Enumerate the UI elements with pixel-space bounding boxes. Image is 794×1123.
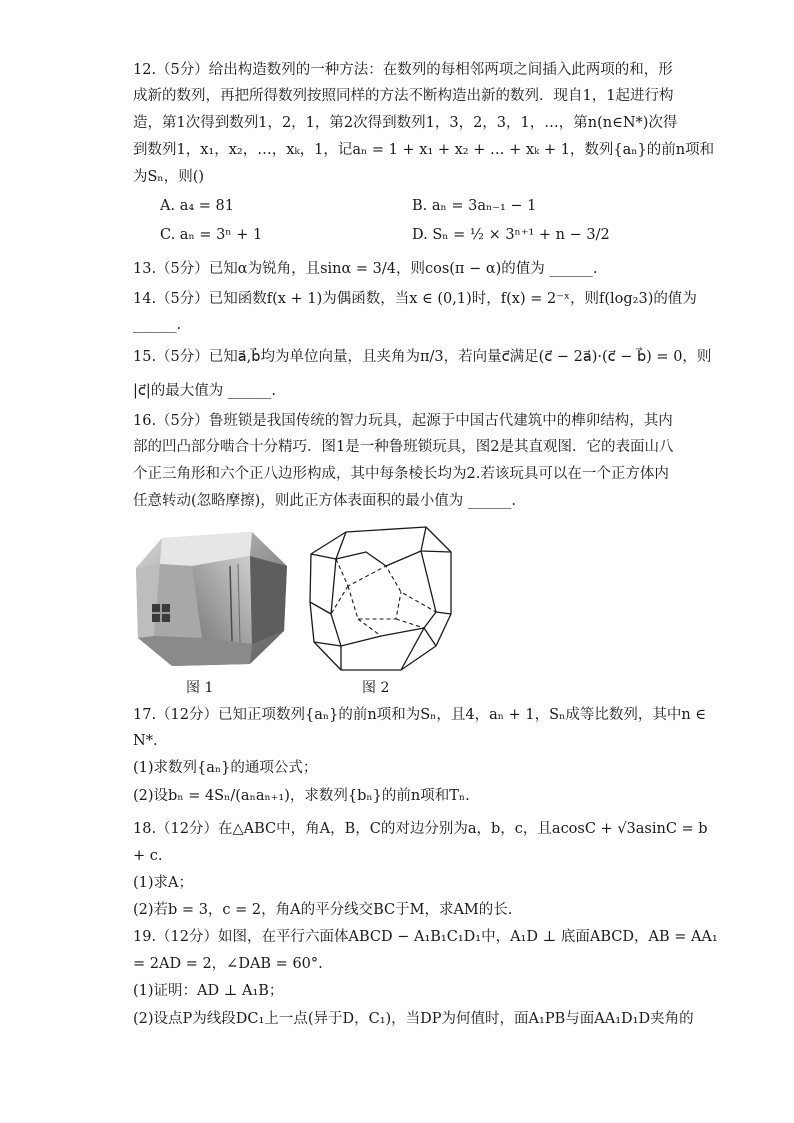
q12-line-4: 到数列1，x₁，x₂，…，xₖ，1，记aₙ = 1 + x₁ + x₂ + … + xₖ + 1，数列{aₙ}的前n项和	[133, 142, 715, 158]
q12-option-c: C. aₙ = 3ⁿ + 1	[160, 227, 263, 243]
q19-line-2: = 2AD = 2，∠DAB = 60°.	[133, 956, 323, 972]
q15-line-1: 15.（5分）已知a⃗,b⃗均为单位向量，且夹角为π/3，若向量c⃗满足(c⃗ − 2a⃗)·(c⃗ − b⃗) = 0，则	[133, 349, 712, 365]
q17-line-3: (1)求数列{aₙ}的通项公式；	[133, 760, 318, 776]
q13-line: 13.（5分）已知α为锐角，且sinα = 3/4，则cos(π − α)的值为 ______.	[133, 261, 598, 277]
q12-line-1: 12.（5分）给出构造数列的一种方法：在数列的每相邻两项之间插入此两项的和，形	[133, 62, 673, 78]
q19-line-3: (1)证明：AD ⊥ A₁B；	[133, 983, 284, 999]
figure-1-caption: 图 1	[186, 680, 214, 696]
q19-line-4: (2)设点P为线段DC₁上一点(异于D，C₁)，当DP为何值时，面A₁PB与面AA₁D₁D夹角的	[133, 1011, 694, 1027]
q16-line-4: 任意转动(忽略摩擦)，则此正方体表面积的最小值为 ______.	[133, 493, 517, 509]
q12-line-2: 成新的数列，再把所得数列按照同样的方法不断构造出新的数列．现自1，1起进行构	[133, 88, 674, 104]
q19-line-1: 19.（12分）如图，在平行六面体ABCD − A₁B₁C₁D₁中，A₁D ⊥ 底面ABCD，AB = AA₁	[133, 929, 718, 945]
q14-line-1: 14.（5分）已知函数f(x + 1)为偶函数，当x ∈ (0,1)时，f(x) = 2⁻ˣ，则f(log₂3)的值为	[133, 291, 697, 307]
q18-line-3: (1)求A；	[133, 875, 194, 891]
q12-line-5: 为Sₙ，则()	[133, 169, 205, 185]
q18-line-1: 18.（12分）在△ABC中，角A，B，C的对边分别为a，b，c，且acosC + √3asinC = b	[133, 821, 708, 837]
q12-option-b: B. aₙ = 3aₙ₋₁ − 1	[412, 198, 537, 214]
luban-lock-diagram	[306, 524, 456, 672]
q12-option-d: D. Sₙ = ½ × 3ⁿ⁺¹ + n − 3/2	[412, 227, 610, 243]
q12-line-3: 造，第1次得到数列1，2，1，第2次得到数列1，3，2，3，1，…，第n(n∈N*)次得	[133, 115, 678, 131]
q17-line-2: N*.	[133, 733, 158, 749]
figure-2-caption: 图 2	[362, 680, 390, 696]
q16-line-1: 16.（5分）鲁班锁是我国传统的智力玩具，起源于中国古代建筑中的榫卯结构，其内	[133, 413, 673, 429]
q15-line-2: |c⃗|的最大值为 ______.	[133, 383, 276, 399]
q16-line-2: 部的凹凸部分啮合十分精巧．图1是一种鲁班锁玩具，图2是其直观图．它的表面山八	[133, 439, 674, 455]
figures-block	[130, 522, 460, 700]
q17-line-1: 17.（12分）已知正项数列{aₙ}的前n项和为Sₙ，且4，aₙ + 1，Sₙ成等比数列，其中n ∈	[133, 707, 707, 723]
q18-line-4: (2)若b = 3，c = 2，角A的平分线交BC于M，求AM的长.	[133, 902, 513, 918]
q12-option-a: A. a₄ = 81	[160, 198, 234, 214]
q17-line-4: (2)设bₙ = 4Sₙ/(aₙaₙ₊₁)，求数列{bₙ}的前n项和Tₙ.	[133, 788, 470, 804]
q16-line-3: 个正三角形和六个正八边形构成，其中每条棱长均为2.若该玩具可以在一个正方体内	[133, 466, 669, 482]
q18-line-2: + c.	[133, 848, 163, 864]
q14-line-2: ______.	[133, 317, 182, 333]
luban-lock-photo	[132, 526, 292, 666]
